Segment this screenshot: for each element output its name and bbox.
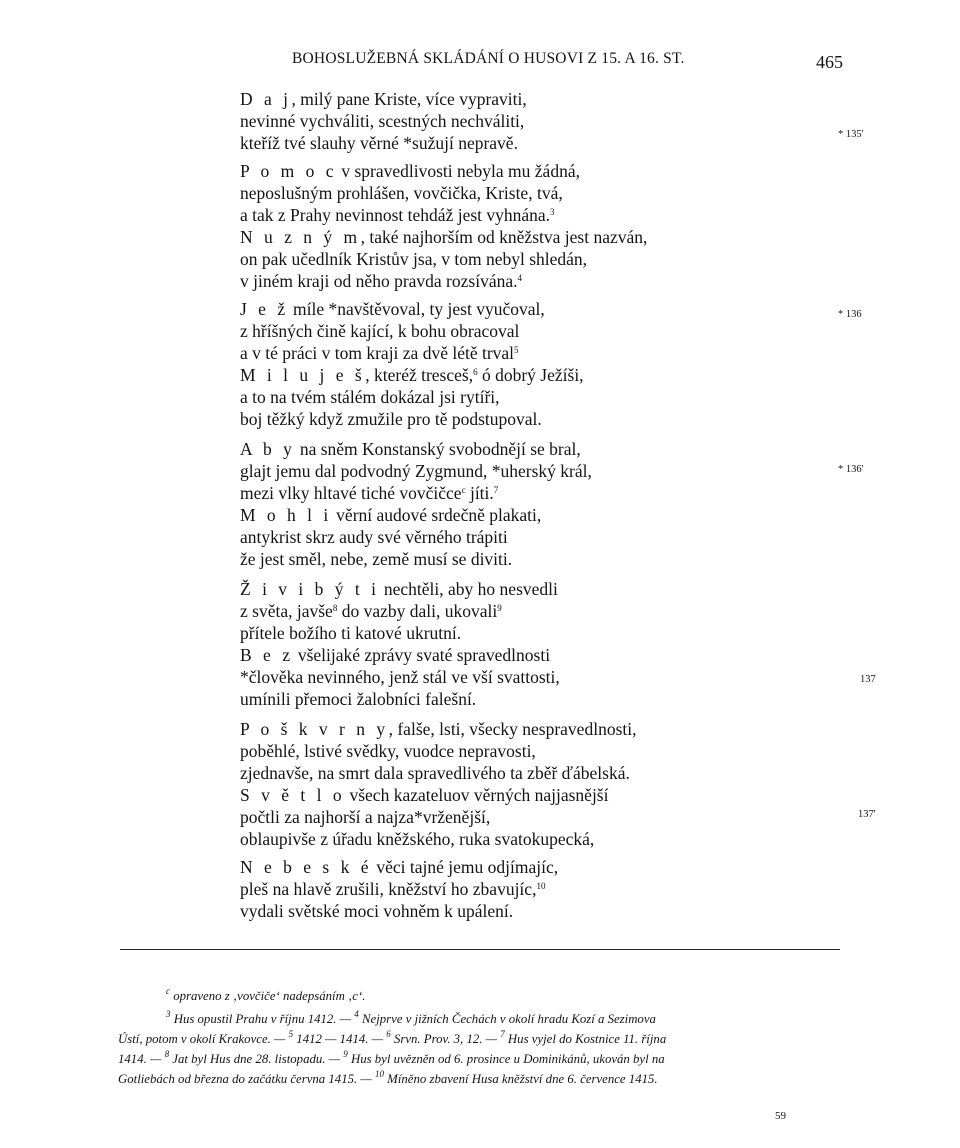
verse-line (240, 226, 780, 248)
verse-line (240, 784, 780, 806)
verse-line (240, 182, 780, 204)
footnote-text: Jat byl Hus dne 28. listopadu. — (169, 1052, 344, 1066)
footnote-text: 1412 — 1414. — (293, 1032, 387, 1046)
verse-text: , falše, lsti, všecky nespravedlnosti, (388, 719, 637, 739)
verse-text: mezi vlky hltavé tiché vovčičce (240, 483, 462, 503)
footnote-text: Hus byl uvězněn od 6. prosince u Dominikánů, ukován byl na (347, 1052, 665, 1066)
stanza (240, 438, 780, 570)
verse-line (240, 408, 780, 430)
footnote-line (118, 1029, 838, 1049)
verse-text: zjednavše, na smrt dala spravedlivého ta zběř ďábelská. (240, 763, 630, 783)
spaced-incipit: P o š k v r n y (240, 719, 389, 739)
verse-text: neposlušným prohlášen, vovčička, Kriste, tvá, (240, 183, 563, 203)
note-ref: 7 (493, 485, 499, 495)
stanza (240, 88, 780, 154)
note-ref: c (461, 485, 466, 495)
footnote-line (118, 1009, 838, 1029)
verse-text: věrní audové srdečně plakati, (331, 505, 542, 525)
verse-line (240, 482, 780, 504)
verse-text: boj těžký když zmužile pro tě podstupoval. (240, 409, 542, 429)
verse-text: do vazby dali, ukovali (337, 601, 498, 621)
note-ref: 6 (473, 367, 478, 377)
spaced-incipit: P o m o c (240, 161, 337, 181)
verse-text: antykrist skrz audy své věrného trápiti (240, 527, 508, 547)
verse-text: všech kazateluov věrných najjasnější (345, 785, 609, 805)
margin-note-136: * 136 (838, 309, 862, 320)
stanza (240, 578, 780, 710)
verse-line (240, 548, 780, 570)
footnote-text: Hus vyjel do Kostnice 11. října (504, 1032, 667, 1046)
verse-text: z světa, javše (240, 601, 333, 621)
footnote-text: Hus opustil Prahu v říjnu 1412. — (170, 1012, 355, 1026)
verse-text: nevinné vychváliti, scestných nechváliti, (240, 111, 525, 131)
verse-line (240, 320, 780, 342)
footnote-line (118, 986, 838, 1006)
footnote-marker: 10 (374, 1069, 384, 1079)
verse-line (240, 762, 780, 784)
footnote-text: Ústí, potom v okolí Krakovce. — (118, 1032, 289, 1046)
footnote-marker: 7 (500, 1029, 505, 1039)
verse-line (240, 160, 780, 182)
verse-text: v spravedlivosti nebyla mu žádná, (336, 161, 580, 181)
verse-line (240, 688, 780, 710)
verse-text: přítele božího ti katové ukrutní. (240, 623, 462, 643)
footnote-text: Srvn. Prov. 3, 12. — (390, 1032, 501, 1046)
footnote-line (118, 1049, 838, 1069)
spaced-incipit: N u z n ý m (240, 227, 361, 247)
verse-text: počtli za najhorší a najza*vrženější, (240, 807, 491, 827)
verse-text: pleš na hlavě zrušili, kněžství ho zbavujíc, (240, 879, 537, 899)
verse-line (240, 900, 780, 922)
footnotes (118, 986, 838, 1089)
spaced-incipit: S v ě t l o (240, 785, 346, 805)
spaced-incipit: M i l u j e š (240, 365, 366, 385)
footnote-text: 1414. — (118, 1052, 165, 1066)
verse-line (240, 298, 780, 320)
margin-note-137: 137 (860, 674, 876, 685)
verse-text: ó dobrý Ježíši, (477, 365, 584, 385)
page-number: 465 (816, 52, 843, 72)
verse-text: že jest směl, nebe, země musí se diviti. (240, 549, 513, 569)
footnote-marker: 6 (386, 1029, 391, 1039)
note-ref: 4 (517, 273, 522, 283)
verse-text: a to na tvém stálém dokázal jsi rytíři, (240, 387, 500, 407)
note-ref: 9 (497, 603, 502, 613)
note-ref: 10 (536, 881, 546, 891)
verse-text: z hříšných čině kající, k bohu obracoval (240, 321, 520, 341)
verse-line (240, 644, 780, 666)
verse-line (240, 460, 780, 482)
footnote-text: opraveno z ‚vovčiče‘ nadepsáním ‚c‘. (170, 989, 366, 1003)
verse-line (240, 718, 780, 740)
verse-text: glajt jemu dal podvodný Zygmund, *uherský král, (240, 461, 592, 481)
verse-text: poběhlé, lstivé svědky, vuodce nepravosti, (240, 741, 536, 761)
verse-line (240, 342, 780, 364)
footnote-marker: 5 (288, 1029, 294, 1039)
verse-text: a tak z Prahy nevinnost tehdáž jest vyhnána. (240, 205, 551, 225)
spaced-incipit: M o h l i (240, 505, 332, 525)
footnote-marker: 8 (164, 1049, 170, 1059)
margin-note-136p: * 136' (838, 464, 864, 475)
footnote-line (118, 1069, 838, 1089)
verse-text: míle *navštěvoval, ty jest vyučoval, (288, 299, 545, 319)
signature-mark: 59 (775, 1110, 786, 1122)
spaced-incipit: B e z (240, 645, 294, 665)
verse-text: jíti. (465, 483, 494, 503)
verse-line (240, 622, 780, 644)
verse-text: v jiném kraji od něho pravda rozsívána. (240, 271, 518, 291)
note-ref: 8 (332, 603, 338, 613)
stanza (240, 298, 780, 430)
verse-text: nechtěli, aby ho nesvedli (379, 579, 558, 599)
verse-line (240, 364, 780, 386)
verse-line (240, 132, 780, 154)
footnote-text: Nejprve v jižních Čechách v okolí hradu Kozí a Sezimova (358, 1012, 656, 1026)
verse-line (240, 438, 780, 460)
note-ref: 3 (550, 207, 555, 217)
verse-line (240, 88, 780, 110)
spaced-incipit: A b y (240, 439, 296, 459)
verse-line (240, 526, 780, 548)
verse-text: , kteréž tresceš, (365, 365, 474, 385)
spaced-incipit: J e ž (240, 299, 289, 319)
verse-text: oblaupivše z úřadu kněžského, ruka svatokupecká, (240, 829, 595, 849)
verse-line (240, 504, 780, 526)
footnote-text: Gotliebách od března do začátku června 1415. — (118, 1072, 375, 1086)
margin-note-137p: 137' (858, 809, 876, 820)
verse-line (240, 600, 780, 622)
verse-line (240, 204, 780, 226)
verse-line (240, 386, 780, 408)
verse-text: kteříž tvé slauhy věrné *sužují nepravě. (240, 133, 518, 153)
verse-text: na sněm Konstanský svobodnějí se bral, (295, 439, 581, 459)
verse-line (240, 878, 780, 900)
footnote-marker: c (166, 986, 170, 996)
verse-line (240, 110, 780, 132)
verse-line (240, 828, 780, 850)
verse-line (240, 666, 780, 688)
spaced-incipit: Ž i v i b ý t i (240, 579, 380, 599)
verse-text: věci tajné jemu odjímajíc, (372, 857, 559, 877)
verse-line (240, 740, 780, 762)
spaced-incipit: N e b e s k é (240, 857, 373, 877)
stanza (240, 160, 780, 292)
margin-note-135p: * 135' (838, 129, 864, 140)
stanza (240, 718, 780, 850)
verse-text: on pak učedlník Kristův jsa, v tom nebyl shledán, (240, 249, 588, 269)
running-header: BOHOSLUŽEBNÁ SKLÁDÁNÍ O HUSOVI Z 15. A 16. ST. (292, 50, 685, 67)
verse-line (240, 856, 780, 878)
verse-line (240, 578, 780, 600)
verse-text: všelijaké zprávy svaté spravedlnosti (293, 645, 551, 665)
verse-line (240, 248, 780, 270)
footnote-text: Míněno zbavení Husa kněžství dne 6. července 1415. (383, 1072, 658, 1086)
footnote-marker: 9 (343, 1049, 348, 1059)
verse-text: , také najhorším od kněžstva jest nazván, (360, 227, 648, 247)
note-ref: 5 (514, 345, 519, 355)
footnote-rule (120, 949, 840, 950)
verse-text: vydali světské moci vohněm k upálení. (240, 901, 514, 921)
verse-text: , milý pane Kriste, více vypraviti, (291, 89, 527, 109)
verse-text: a v té práci v tom kraji za dvě létě trval (240, 343, 515, 363)
footnote-marker: 3 (166, 1009, 171, 1019)
spaced-incipit: D a j (240, 89, 292, 109)
stanza (240, 856, 780, 922)
footnote-marker: 4 (354, 1009, 359, 1019)
verse-text: *člověka nevinného, jenž stál ve vší svattosti, (240, 667, 560, 687)
verse-line (240, 270, 780, 292)
verse-line (240, 806, 780, 828)
verse-text: umínili přemoci žalobníci falešní. (240, 689, 477, 709)
